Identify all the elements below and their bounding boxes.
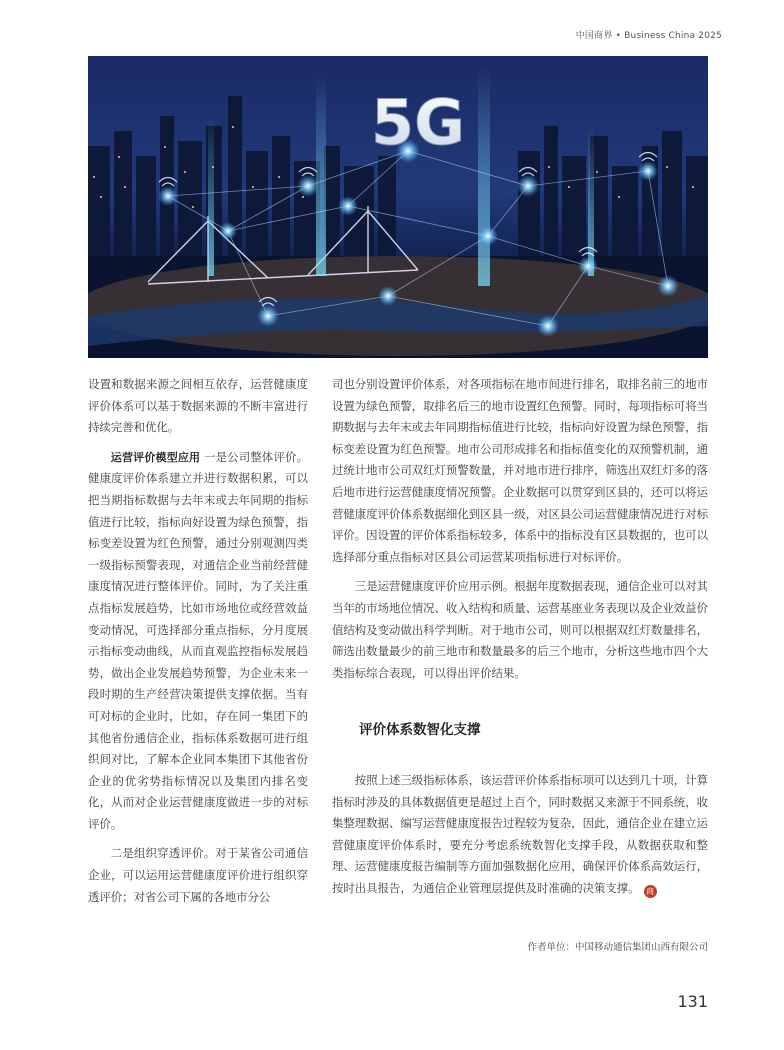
hero-5g-text: 5G [370, 86, 466, 159]
article-left-column [88, 374, 308, 908]
page-number: 131 [677, 992, 708, 1011]
paragraph: 设置和数据来源之间相互依存，运营健康度评价体系可以基于数据来源的不断丰富进行持续完善和优化。 [88, 377, 308, 435]
paragraph [332, 770, 708, 900]
section-title: 评价体系数智化支撑 [359, 722, 481, 739]
paragraph [88, 447, 308, 836]
end-mark-icon: 商 [644, 885, 657, 898]
paragraph: 三是运营健康度评价应用示例。根据年度数据表现，通信企业可以对其当年的市场地位情况、收入结构和质量、运营基座业务表现以及企业效益价值结构及变动做出科学判断。对于地市公司，则可以根据双红灯数量排名，筛选出数量最少的前三地市和数量最多的后三个地市，分析这些地市四个大类指标综合表现，可以得出评价结果。 [332, 579, 708, 680]
author-affiliation: 作者单位：中国移动通信集团山西有限公司 [527, 942, 708, 953]
paragraph: 司也分别设置评价体系，对各项指标在地市间进行排名，取排名前三的地市设置为绿色预警，取排名后三的地市设置红色预警。同时，每项指标可将当期数据与去年末或去年同期指标值进行比较，指标向好设置为绿色预警，指标变差设置为红色预警。地市公司形成排名和指标值变化的双预警机制，通过统计地市公司双红灯预警数量，并对地市进行排序，筛选出双红灯多的落后地市进行运营健康度情况预警。企业数据可以贯穿到区县的，还可以将运营健康度评价体系数据细化到区县一级，对区县公司运营健康情况进行对标评价。因设置的评价体系指标较多，体系中的指标没有区县数据的，也可以选择部分重点指标对区县公司运营某项指标进行对标评价。 [332, 377, 708, 564]
hero-image-5g-city [88, 56, 708, 358]
subheading-model-application: 运营评价模型应用 [110, 450, 201, 464]
paragraph-text: 按照上述三级指标体系，该运营评价体系指标项可以达到几十项，计算指标时涉及的具体数据值更是超过上百个，同时数据又来源于不同系统，收集整理数据、编写运营健康度报告过程较为复杂，因此，通信企业在建立运营健康度评价体系时，要充分考虑系统数智化支撑手段，从数据获取和整理、运营健康度报告编制等方面加强数据化应用，确保评价体系高效运行，按时出具报告，为通信企业管理层提供及时准确的决策支撑。 [332, 772, 708, 895]
article-right-column [332, 374, 708, 899]
paragraph: 二是组织穿透评价。对于某省公司通信企业，可以运用运营健康度评价进行组织穿透评价；对省公司下属的各地市分公 [88, 846, 308, 904]
magazine-header: 中国商界 • Business China 2025 [575, 31, 722, 41]
paragraph-text: 一是公司整体评价。健康度评价体系建立并进行数据积累，可以把当期指标数据与去年末或去年同期的指标值进行比较，指标向好设置为绿色预警，指标变差设置为红色预警，通过分别观测四类一级指标预警表现，对通信企业当前经营健康度情况进行整体评价。同时，为了关注重点指标发展趋势，比如市场地位或经营效益变动情况，可选择部分重点指标，分月度展示指标变动曲线，从而直观监控指标发展趋势，做出企业发展趋势预警，为企业未来一段时期的生产经营决策提供支撑依据。当有可对标的企业时，比如，存在同一集团下的其他省份通信企业，指标体系数据可进行组织间对比，了解本企业同本集团下其他省份企业的优劣势指标情况以及集团内排名变化，从而对企业运营健康度做进一步的对标评价。 [88, 449, 308, 831]
